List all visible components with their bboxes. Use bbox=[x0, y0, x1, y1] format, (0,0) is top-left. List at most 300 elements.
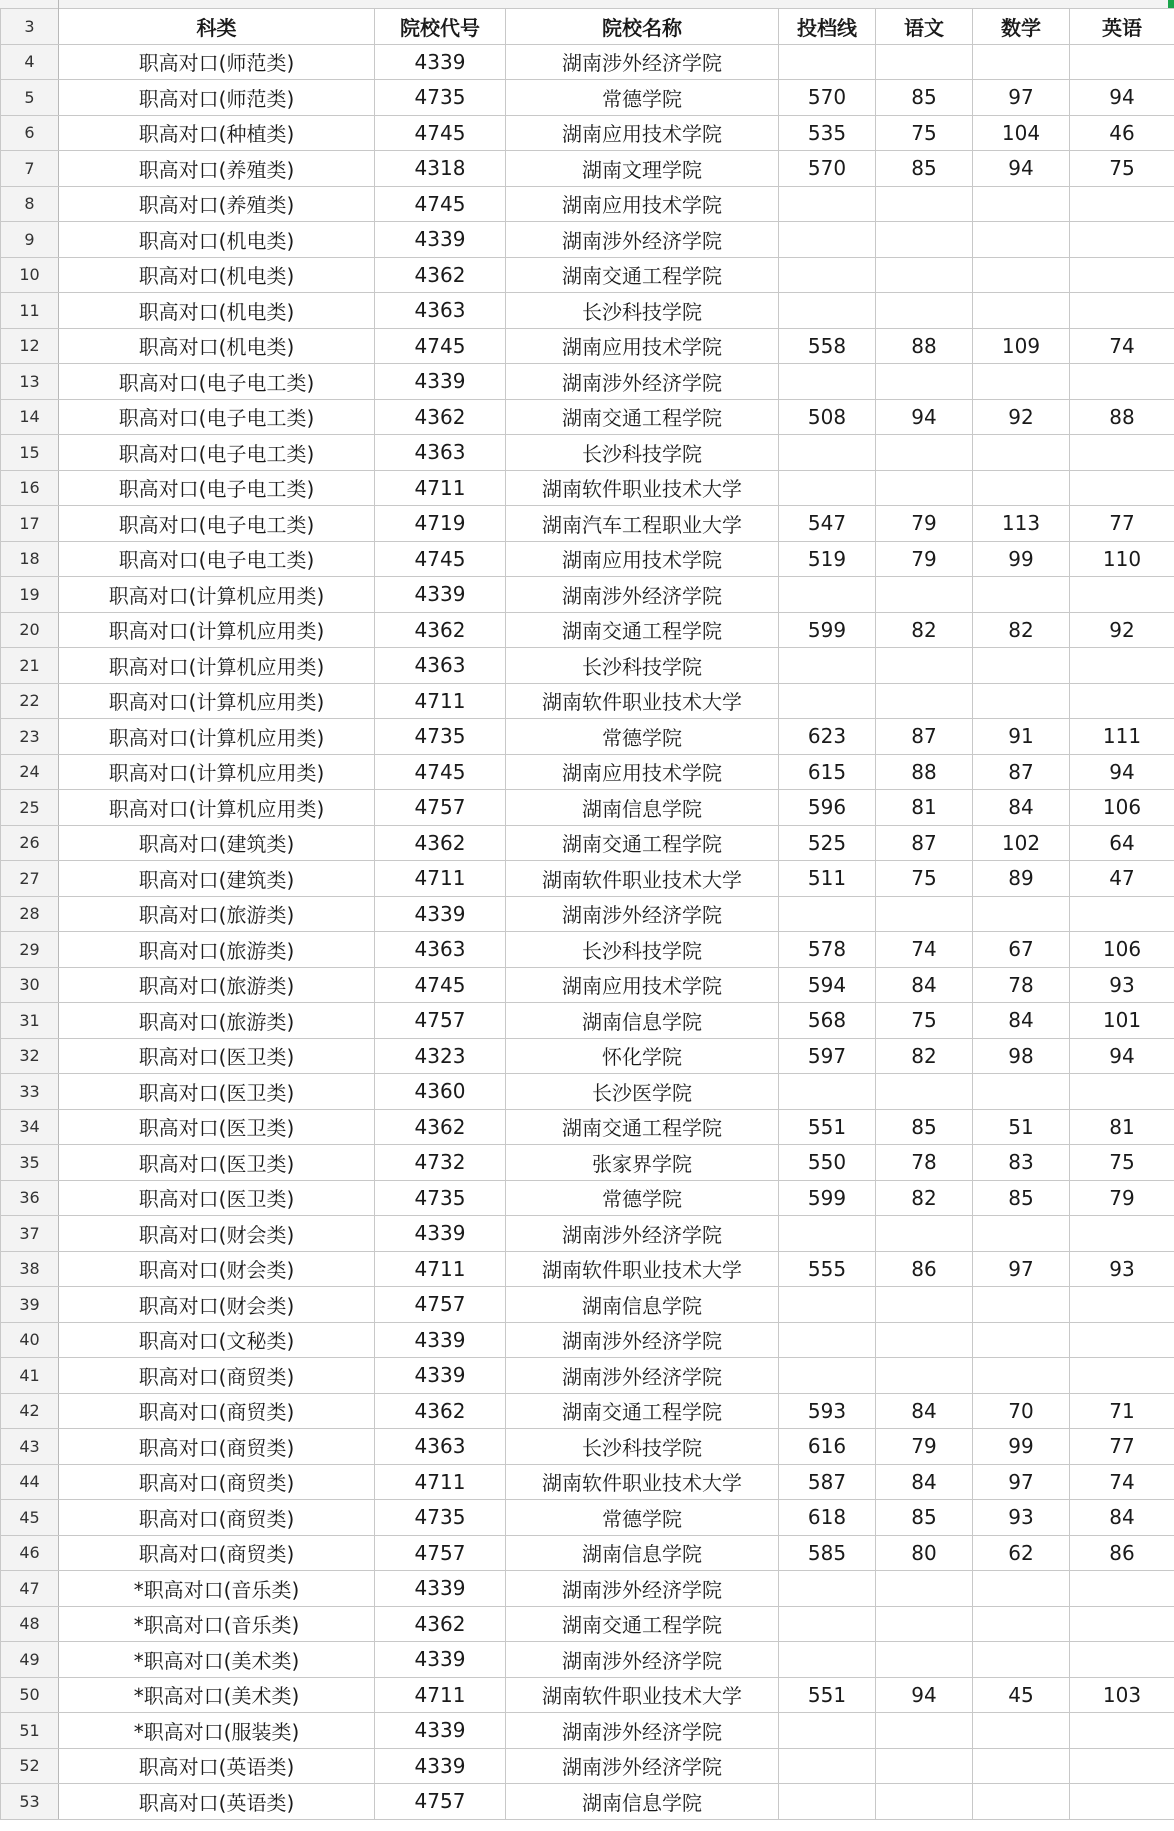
cell-chinese[interactable]: 87 bbox=[876, 825, 973, 861]
cell-cutoff[interactable]: 570 bbox=[779, 80, 876, 116]
cell-category[interactable]: 职高对口(养殖类) bbox=[59, 151, 375, 187]
cell-english[interactable]: 111 bbox=[1070, 719, 1174, 755]
cell-school-name[interactable]: 湖南交通工程学院 bbox=[506, 399, 779, 435]
cell-category[interactable]: 职高对口(商贸类) bbox=[59, 1500, 375, 1536]
cell-cutoff[interactable]: 618 bbox=[779, 1500, 876, 1536]
cell-english[interactable] bbox=[1070, 1571, 1174, 1607]
cell-category[interactable]: 职高对口(商贸类) bbox=[59, 1535, 375, 1571]
cell-category[interactable]: 职高对口(医卫类) bbox=[59, 1109, 375, 1145]
cell-chinese[interactable] bbox=[876, 364, 973, 400]
cell-english[interactable]: 74 bbox=[1070, 1464, 1174, 1500]
row-header[interactable]: 23 bbox=[1, 719, 59, 755]
row-header[interactable]: 26 bbox=[1, 825, 59, 861]
cell-school-name[interactable]: 长沙科技学院 bbox=[506, 648, 779, 684]
cell-category[interactable]: 职高对口(医卫类) bbox=[59, 1074, 375, 1110]
row-header[interactable]: 32 bbox=[1, 1038, 59, 1074]
cell-school-code[interactable]: 4363 bbox=[375, 648, 506, 684]
cell-chinese[interactable] bbox=[876, 1322, 973, 1358]
cell-category[interactable]: *职高对口(美术类) bbox=[59, 1642, 375, 1678]
cell-math[interactable]: 97 bbox=[973, 1251, 1070, 1287]
cell-math[interactable] bbox=[973, 1358, 1070, 1394]
cell-cutoff[interactable] bbox=[779, 577, 876, 613]
column-header-math[interactable]: 数学 bbox=[973, 9, 1070, 45]
cell-school-code[interactable]: 4362 bbox=[375, 1606, 506, 1642]
cell-category[interactable]: 职高对口(计算机应用类) bbox=[59, 754, 375, 790]
cell-cutoff[interactable]: 568 bbox=[779, 1003, 876, 1039]
row-header[interactable]: 48 bbox=[1, 1606, 59, 1642]
cell-english[interactable] bbox=[1070, 1216, 1174, 1252]
cell-category[interactable]: 职高对口(财会类) bbox=[59, 1287, 375, 1323]
cell-category[interactable]: 职高对口(计算机应用类) bbox=[59, 719, 375, 755]
cell-school-name[interactable]: 湖南软件职业技术大学 bbox=[506, 683, 779, 719]
row-header[interactable]: 13 bbox=[1, 364, 59, 400]
cell-english[interactable] bbox=[1070, 364, 1174, 400]
cell-chinese[interactable]: 82 bbox=[876, 612, 973, 648]
cell-english[interactable]: 81 bbox=[1070, 1109, 1174, 1145]
cell-school-code[interactable]: 4711 bbox=[375, 1464, 506, 1500]
cell-school-name[interactable]: 湖南交通工程学院 bbox=[506, 612, 779, 648]
cell-math[interactable]: 62 bbox=[973, 1535, 1070, 1571]
cell-school-code[interactable]: 4745 bbox=[375, 186, 506, 222]
cell-school-name[interactable]: 常德学院 bbox=[506, 1500, 779, 1536]
cell-school-code[interactable]: 4745 bbox=[375, 115, 506, 151]
cell-school-name[interactable]: 湖南应用技术学院 bbox=[506, 186, 779, 222]
cell-school-name[interactable]: 湖南软件职业技术大学 bbox=[506, 470, 779, 506]
cell-english[interactable] bbox=[1070, 896, 1174, 932]
cell-chinese[interactable] bbox=[876, 435, 973, 471]
cell-chinese[interactable] bbox=[876, 222, 973, 258]
cell-category[interactable]: 职高对口(机电类) bbox=[59, 328, 375, 364]
cell-school-name[interactable]: 湖南涉外经济学院 bbox=[506, 1571, 779, 1607]
cell-cutoff[interactable]: 558 bbox=[779, 328, 876, 364]
cell-math[interactable] bbox=[973, 1784, 1070, 1820]
cell-category[interactable]: 职高对口(商贸类) bbox=[59, 1358, 375, 1394]
cell-school-code[interactable]: 4360 bbox=[375, 1074, 506, 1110]
cell-school-code[interactable]: 4362 bbox=[375, 1393, 506, 1429]
cell-cutoff[interactable] bbox=[779, 1713, 876, 1749]
cell-category[interactable]: 职高对口(旅游类) bbox=[59, 896, 375, 932]
cell-category[interactable]: *职高对口(美术类) bbox=[59, 1677, 375, 1713]
row-header[interactable]: 51 bbox=[1, 1713, 59, 1749]
column-header-chinese[interactable]: 语文 bbox=[876, 9, 973, 45]
cell-math[interactable]: 84 bbox=[973, 790, 1070, 826]
cell-english[interactable] bbox=[1070, 435, 1174, 471]
cell-cutoff[interactable] bbox=[779, 257, 876, 293]
row-header[interactable]: 11 bbox=[1, 293, 59, 329]
cell-chinese[interactable] bbox=[876, 470, 973, 506]
cell-cutoff[interactable] bbox=[779, 186, 876, 222]
cell-chinese[interactable] bbox=[876, 1784, 973, 1820]
cell-school-code[interactable]: 4339 bbox=[375, 1748, 506, 1784]
cell-chinese[interactable]: 87 bbox=[876, 719, 973, 755]
cell-english[interactable]: 74 bbox=[1070, 328, 1174, 364]
cell-math[interactable]: 113 bbox=[973, 506, 1070, 542]
row-header[interactable]: 24 bbox=[1, 754, 59, 790]
cell-chinese[interactable]: 80 bbox=[876, 1535, 973, 1571]
cell-cutoff[interactable] bbox=[779, 1287, 876, 1323]
cell-english[interactable]: 84 bbox=[1070, 1500, 1174, 1536]
cell-cutoff[interactable]: 547 bbox=[779, 506, 876, 542]
cell-chinese[interactable] bbox=[876, 1748, 973, 1784]
cell-school-name[interactable]: 湖南信息学院 bbox=[506, 1535, 779, 1571]
cell-cutoff[interactable]: 594 bbox=[779, 967, 876, 1003]
cell-english[interactable]: 92 bbox=[1070, 612, 1174, 648]
cell-school-name[interactable]: 湖南涉外经济学院 bbox=[506, 1642, 779, 1678]
row-header[interactable]: 18 bbox=[1, 541, 59, 577]
cell-cutoff[interactable]: 599 bbox=[779, 1180, 876, 1216]
cell-school-name[interactable]: 常德学院 bbox=[506, 80, 779, 116]
cell-school-name[interactable]: 湖南信息学院 bbox=[506, 1784, 779, 1820]
cell-school-name[interactable]: 长沙科技学院 bbox=[506, 932, 779, 968]
cell-cutoff[interactable]: 525 bbox=[779, 825, 876, 861]
cell-school-name[interactable]: 湖南软件职业技术大学 bbox=[506, 1677, 779, 1713]
cell-english[interactable] bbox=[1070, 222, 1174, 258]
cell-cutoff[interactable] bbox=[779, 44, 876, 80]
row-header[interactable]: 8 bbox=[1, 186, 59, 222]
cell-math[interactable]: 51 bbox=[973, 1109, 1070, 1145]
cell-english[interactable] bbox=[1070, 1358, 1174, 1394]
cell-cutoff[interactable]: 551 bbox=[779, 1109, 876, 1145]
cell-cutoff[interactable]: 535 bbox=[779, 115, 876, 151]
cell-category[interactable]: 职高对口(机电类) bbox=[59, 257, 375, 293]
column-header-cutoff[interactable]: 投档线 bbox=[779, 9, 876, 45]
cell-chinese[interactable]: 85 bbox=[876, 1109, 973, 1145]
row-header[interactable]: 38 bbox=[1, 1251, 59, 1287]
row-header[interactable]: 33 bbox=[1, 1074, 59, 1110]
cell-english[interactable] bbox=[1070, 257, 1174, 293]
column-header-english[interactable]: 英语 bbox=[1070, 9, 1174, 45]
cell-school-code[interactable]: 4323 bbox=[375, 1038, 506, 1074]
cell-school-code[interactable]: 4745 bbox=[375, 328, 506, 364]
cell-school-code[interactable]: 4339 bbox=[375, 1642, 506, 1678]
cell-math[interactable]: 67 bbox=[973, 932, 1070, 968]
cell-cutoff[interactable]: 508 bbox=[779, 399, 876, 435]
cell-english[interactable]: 77 bbox=[1070, 1429, 1174, 1465]
cell-cutoff[interactable] bbox=[779, 1642, 876, 1678]
cell-school-code[interactable]: 4732 bbox=[375, 1145, 506, 1181]
cell-cutoff[interactable] bbox=[779, 293, 876, 329]
cell-category[interactable]: 职高对口(计算机应用类) bbox=[59, 577, 375, 613]
cell-math[interactable]: 45 bbox=[973, 1677, 1070, 1713]
cell-school-code[interactable]: 4363 bbox=[375, 932, 506, 968]
cell-math[interactable]: 99 bbox=[973, 541, 1070, 577]
cell-english[interactable] bbox=[1070, 1713, 1174, 1749]
cell-math[interactable]: 98 bbox=[973, 1038, 1070, 1074]
cell-math[interactable] bbox=[973, 1571, 1070, 1607]
cell-chinese[interactable] bbox=[876, 186, 973, 222]
cell-cutoff[interactable]: 623 bbox=[779, 719, 876, 755]
cell-english[interactable]: 64 bbox=[1070, 825, 1174, 861]
row-header[interactable]: 4 bbox=[1, 44, 59, 80]
cell-chinese[interactable] bbox=[876, 648, 973, 684]
row-header[interactable]: 37 bbox=[1, 1216, 59, 1252]
cell-cutoff[interactable] bbox=[779, 1074, 876, 1110]
column-header-category[interactable]: 科类 bbox=[59, 9, 375, 45]
cell-cutoff[interactable]: 597 bbox=[779, 1038, 876, 1074]
cell-school-name[interactable]: 湖南信息学院 bbox=[506, 1287, 779, 1323]
cell-school-code[interactable]: 4757 bbox=[375, 1003, 506, 1039]
cell-math[interactable] bbox=[973, 1606, 1070, 1642]
cell-category[interactable]: 职高对口(旅游类) bbox=[59, 1003, 375, 1039]
cell-chinese[interactable]: 94 bbox=[876, 1677, 973, 1713]
row-header[interactable]: 44 bbox=[1, 1464, 59, 1500]
row-header[interactable]: 35 bbox=[1, 1145, 59, 1181]
cell-school-code[interactable]: 4719 bbox=[375, 506, 506, 542]
cell-math[interactable]: 94 bbox=[973, 151, 1070, 187]
cell-math[interactable] bbox=[973, 470, 1070, 506]
cell-category[interactable]: 职高对口(电子电工类) bbox=[59, 399, 375, 435]
cell-school-code[interactable]: 4745 bbox=[375, 967, 506, 1003]
cell-chinese[interactable]: 84 bbox=[876, 967, 973, 1003]
cell-school-code[interactable]: 4711 bbox=[375, 861, 506, 897]
cell-school-code[interactable]: 4745 bbox=[375, 754, 506, 790]
cell-chinese[interactable] bbox=[876, 577, 973, 613]
cell-school-name[interactable]: 常德学院 bbox=[506, 1180, 779, 1216]
cell-school-code[interactable]: 4339 bbox=[375, 577, 506, 613]
cell-english[interactable] bbox=[1070, 1287, 1174, 1323]
cell-english[interactable] bbox=[1070, 1642, 1174, 1678]
row-header[interactable]: 19 bbox=[1, 577, 59, 613]
cell-chinese[interactable]: 84 bbox=[876, 1464, 973, 1500]
cell-category[interactable]: 职高对口(文秘类) bbox=[59, 1322, 375, 1358]
cell-math[interactable] bbox=[973, 364, 1070, 400]
cell-math[interactable] bbox=[973, 1287, 1070, 1323]
cell-category[interactable]: 职高对口(医卫类) bbox=[59, 1145, 375, 1181]
cell-cutoff[interactable]: 599 bbox=[779, 612, 876, 648]
cell-school-name[interactable]: 湖南涉外经济学院 bbox=[506, 896, 779, 932]
cell-chinese[interactable]: 88 bbox=[876, 328, 973, 364]
cell-category[interactable]: 职高对口(英语类) bbox=[59, 1748, 375, 1784]
cell-math[interactable]: 99 bbox=[973, 1429, 1070, 1465]
cell-school-code[interactable]: 4339 bbox=[375, 1713, 506, 1749]
cell-english[interactable] bbox=[1070, 1606, 1174, 1642]
cell-school-code[interactable]: 4318 bbox=[375, 151, 506, 187]
cell-cutoff[interactable] bbox=[779, 1606, 876, 1642]
cell-english[interactable]: 86 bbox=[1070, 1535, 1174, 1571]
cell-english[interactable]: 94 bbox=[1070, 80, 1174, 116]
cell-math[interactable] bbox=[973, 257, 1070, 293]
cell-chinese[interactable]: 85 bbox=[876, 80, 973, 116]
cell-category[interactable]: *职高对口(音乐类) bbox=[59, 1606, 375, 1642]
cell-math[interactable] bbox=[973, 1748, 1070, 1784]
row-header[interactable]: 5 bbox=[1, 80, 59, 116]
cell-school-name[interactable]: 长沙科技学院 bbox=[506, 435, 779, 471]
cell-math[interactable]: 109 bbox=[973, 328, 1070, 364]
cell-english[interactable]: 94 bbox=[1070, 1038, 1174, 1074]
cell-chinese[interactable]: 85 bbox=[876, 1500, 973, 1536]
row-header[interactable]: 45 bbox=[1, 1500, 59, 1536]
cell-school-code[interactable]: 4745 bbox=[375, 541, 506, 577]
cell-cutoff[interactable] bbox=[779, 1216, 876, 1252]
cell-category[interactable]: 职高对口(电子电工类) bbox=[59, 435, 375, 471]
cell-chinese[interactable]: 79 bbox=[876, 1429, 973, 1465]
row-header[interactable]: 46 bbox=[1, 1535, 59, 1571]
row-header[interactable]: 34 bbox=[1, 1109, 59, 1145]
cell-school-code[interactable]: 4339 bbox=[375, 1571, 506, 1607]
cell-english[interactable]: 94 bbox=[1070, 754, 1174, 790]
cell-school-name[interactable]: 湖南信息学院 bbox=[506, 1003, 779, 1039]
cell-english[interactable]: 46 bbox=[1070, 115, 1174, 151]
cell-chinese[interactable]: 81 bbox=[876, 790, 973, 826]
cell-category[interactable]: 职高对口(财会类) bbox=[59, 1251, 375, 1287]
cell-english[interactable] bbox=[1070, 1748, 1174, 1784]
cell-school-name[interactable]: 湖南涉外经济学院 bbox=[506, 1713, 779, 1749]
cell-school-name[interactable]: 湖南涉外经济学院 bbox=[506, 44, 779, 80]
cell-school-name[interactable]: 湖南应用技术学院 bbox=[506, 754, 779, 790]
cell-category[interactable]: 职高对口(师范类) bbox=[59, 80, 375, 116]
cell-math[interactable] bbox=[973, 577, 1070, 613]
cell-school-code[interactable]: 4339 bbox=[375, 364, 506, 400]
cell-category[interactable]: 职高对口(英语类) bbox=[59, 1784, 375, 1820]
cell-category[interactable]: 职高对口(旅游类) bbox=[59, 967, 375, 1003]
cell-category[interactable]: 职高对口(电子电工类) bbox=[59, 506, 375, 542]
cell-cutoff[interactable]: 587 bbox=[779, 1464, 876, 1500]
row-header[interactable]: 10 bbox=[1, 257, 59, 293]
cell-school-code[interactable]: 4735 bbox=[375, 1180, 506, 1216]
cell-chinese[interactable] bbox=[876, 293, 973, 329]
cell-cutoff[interactable] bbox=[779, 1748, 876, 1784]
cell-math[interactable]: 91 bbox=[973, 719, 1070, 755]
cell-school-code[interactable]: 4362 bbox=[375, 825, 506, 861]
cell-chinese[interactable]: 88 bbox=[876, 754, 973, 790]
cell-english[interactable]: 106 bbox=[1070, 790, 1174, 826]
cell-school-name[interactable]: 湖南文理学院 bbox=[506, 151, 779, 187]
cell-math[interactable] bbox=[973, 1216, 1070, 1252]
cell-category[interactable]: 职高对口(建筑类) bbox=[59, 861, 375, 897]
cell-cutoff[interactable]: 511 bbox=[779, 861, 876, 897]
cell-english[interactable]: 103 bbox=[1070, 1677, 1174, 1713]
cell-english[interactable]: 79 bbox=[1070, 1180, 1174, 1216]
row-header[interactable]: 30 bbox=[1, 967, 59, 1003]
cell-chinese[interactable] bbox=[876, 683, 973, 719]
cell-school-name[interactable]: 湖南涉外经济学院 bbox=[506, 1322, 779, 1358]
cell-math[interactable]: 85 bbox=[973, 1180, 1070, 1216]
cell-school-code[interactable]: 4757 bbox=[375, 1784, 506, 1820]
cell-cutoff[interactable] bbox=[779, 1784, 876, 1820]
cell-cutoff[interactable] bbox=[779, 1358, 876, 1394]
cell-cutoff[interactable] bbox=[779, 1571, 876, 1607]
row-header[interactable]: 15 bbox=[1, 435, 59, 471]
row-header[interactable]: 14 bbox=[1, 399, 59, 435]
cell-english[interactable]: 75 bbox=[1070, 1145, 1174, 1181]
cell-school-name[interactable]: 湖南软件职业技术大学 bbox=[506, 1464, 779, 1500]
cell-school-name[interactable]: 湖南应用技术学院 bbox=[506, 115, 779, 151]
row-header[interactable]: 39 bbox=[1, 1287, 59, 1323]
cell-math[interactable]: 78 bbox=[973, 967, 1070, 1003]
row-header[interactable]: 36 bbox=[1, 1180, 59, 1216]
cell-chinese[interactable] bbox=[876, 1606, 973, 1642]
cell-chinese[interactable]: 79 bbox=[876, 506, 973, 542]
cell-english[interactable] bbox=[1070, 577, 1174, 613]
cell-school-code[interactable]: 4363 bbox=[375, 435, 506, 471]
cell-english[interactable]: 71 bbox=[1070, 1393, 1174, 1429]
cell-cutoff[interactable] bbox=[779, 222, 876, 258]
cell-math[interactable] bbox=[973, 293, 1070, 329]
row-header[interactable]: 22 bbox=[1, 683, 59, 719]
cell-math[interactable] bbox=[973, 896, 1070, 932]
cell-school-name[interactable]: 常德学院 bbox=[506, 719, 779, 755]
row-header[interactable]: 43 bbox=[1, 1429, 59, 1465]
cell-school-code[interactable]: 4339 bbox=[375, 896, 506, 932]
cell-cutoff[interactable]: 551 bbox=[779, 1677, 876, 1713]
cell-category[interactable]: 职高对口(师范类) bbox=[59, 44, 375, 80]
cell-cutoff[interactable]: 615 bbox=[779, 754, 876, 790]
cell-school-name[interactable]: 长沙科技学院 bbox=[506, 1429, 779, 1465]
row-header[interactable]: 40 bbox=[1, 1322, 59, 1358]
cell-school-code[interactable]: 4362 bbox=[375, 399, 506, 435]
cell-school-name[interactable]: 长沙科技学院 bbox=[506, 293, 779, 329]
row-header[interactable]: 47 bbox=[1, 1571, 59, 1607]
cell-category[interactable]: 职高对口(建筑类) bbox=[59, 825, 375, 861]
cell-school-name[interactable]: 湖南应用技术学院 bbox=[506, 541, 779, 577]
cell-chinese[interactable] bbox=[876, 1216, 973, 1252]
cell-math[interactable]: 97 bbox=[973, 80, 1070, 116]
cell-category[interactable]: 职高对口(医卫类) bbox=[59, 1180, 375, 1216]
cell-school-code[interactable]: 4757 bbox=[375, 1535, 506, 1571]
cell-school-name[interactable]: 湖南交通工程学院 bbox=[506, 257, 779, 293]
cell-english[interactable] bbox=[1070, 648, 1174, 684]
cell-chinese[interactable]: 75 bbox=[876, 1003, 973, 1039]
cell-chinese[interactable]: 78 bbox=[876, 1145, 973, 1181]
cell-english[interactable] bbox=[1070, 683, 1174, 719]
cell-school-name[interactable]: 湖南应用技术学院 bbox=[506, 328, 779, 364]
cell-school-code[interactable]: 4339 bbox=[375, 1358, 506, 1394]
cell-chinese[interactable]: 75 bbox=[876, 115, 973, 151]
cell-category[interactable]: 职高对口(商贸类) bbox=[59, 1429, 375, 1465]
cell-category[interactable]: 职高对口(财会类) bbox=[59, 1216, 375, 1252]
cell-school-code[interactable]: 4757 bbox=[375, 790, 506, 826]
cell-school-name[interactable]: 怀化学院 bbox=[506, 1038, 779, 1074]
cell-school-name[interactable]: 湖南涉外经济学院 bbox=[506, 222, 779, 258]
cell-school-code[interactable]: 4363 bbox=[375, 1429, 506, 1465]
row-header[interactable]: 17 bbox=[1, 506, 59, 542]
cell-school-code[interactable]: 4363 bbox=[375, 293, 506, 329]
cell-school-name[interactable]: 湖南软件职业技术大学 bbox=[506, 1251, 779, 1287]
cell-school-name[interactable]: 湖南交通工程学院 bbox=[506, 1606, 779, 1642]
cell-cutoff[interactable]: 570 bbox=[779, 151, 876, 187]
row-header[interactable]: 9 bbox=[1, 222, 59, 258]
row-header[interactable]: 16 bbox=[1, 470, 59, 506]
cell-cutoff[interactable] bbox=[779, 1322, 876, 1358]
cell-english[interactable] bbox=[1070, 1074, 1174, 1110]
row-header[interactable]: 53 bbox=[1, 1784, 59, 1820]
cell-chinese[interactable] bbox=[876, 896, 973, 932]
row-header[interactable]: 50 bbox=[1, 1677, 59, 1713]
cell-category[interactable]: 职高对口(计算机应用类) bbox=[59, 612, 375, 648]
cell-chinese[interactable] bbox=[876, 44, 973, 80]
cell-school-name[interactable]: 湖南涉外经济学院 bbox=[506, 1748, 779, 1784]
row-header[interactable]: 6 bbox=[1, 115, 59, 151]
cell-chinese[interactable]: 86 bbox=[876, 1251, 973, 1287]
cell-category[interactable]: 职高对口(电子电工类) bbox=[59, 364, 375, 400]
cell-school-name[interactable]: 长沙医学院 bbox=[506, 1074, 779, 1110]
cell-math[interactable]: 82 bbox=[973, 612, 1070, 648]
cell-english[interactable] bbox=[1070, 470, 1174, 506]
cell-category[interactable]: 职高对口(商贸类) bbox=[59, 1393, 375, 1429]
cell-category[interactable]: 职高对口(电子电工类) bbox=[59, 470, 375, 506]
cell-school-name[interactable]: 湖南应用技术学院 bbox=[506, 967, 779, 1003]
cell-math[interactable]: 83 bbox=[973, 1145, 1070, 1181]
cell-chinese[interactable]: 75 bbox=[876, 861, 973, 897]
cell-math[interactable]: 89 bbox=[973, 861, 1070, 897]
cell-english[interactable]: 88 bbox=[1070, 399, 1174, 435]
cell-chinese[interactable] bbox=[876, 1074, 973, 1110]
cell-chinese[interactable]: 82 bbox=[876, 1180, 973, 1216]
cell-english[interactable] bbox=[1070, 293, 1174, 329]
cell-cutoff[interactable] bbox=[779, 435, 876, 471]
cell-school-name[interactable]: 湖南涉外经济学院 bbox=[506, 1216, 779, 1252]
cell-math[interactable] bbox=[973, 1074, 1070, 1110]
